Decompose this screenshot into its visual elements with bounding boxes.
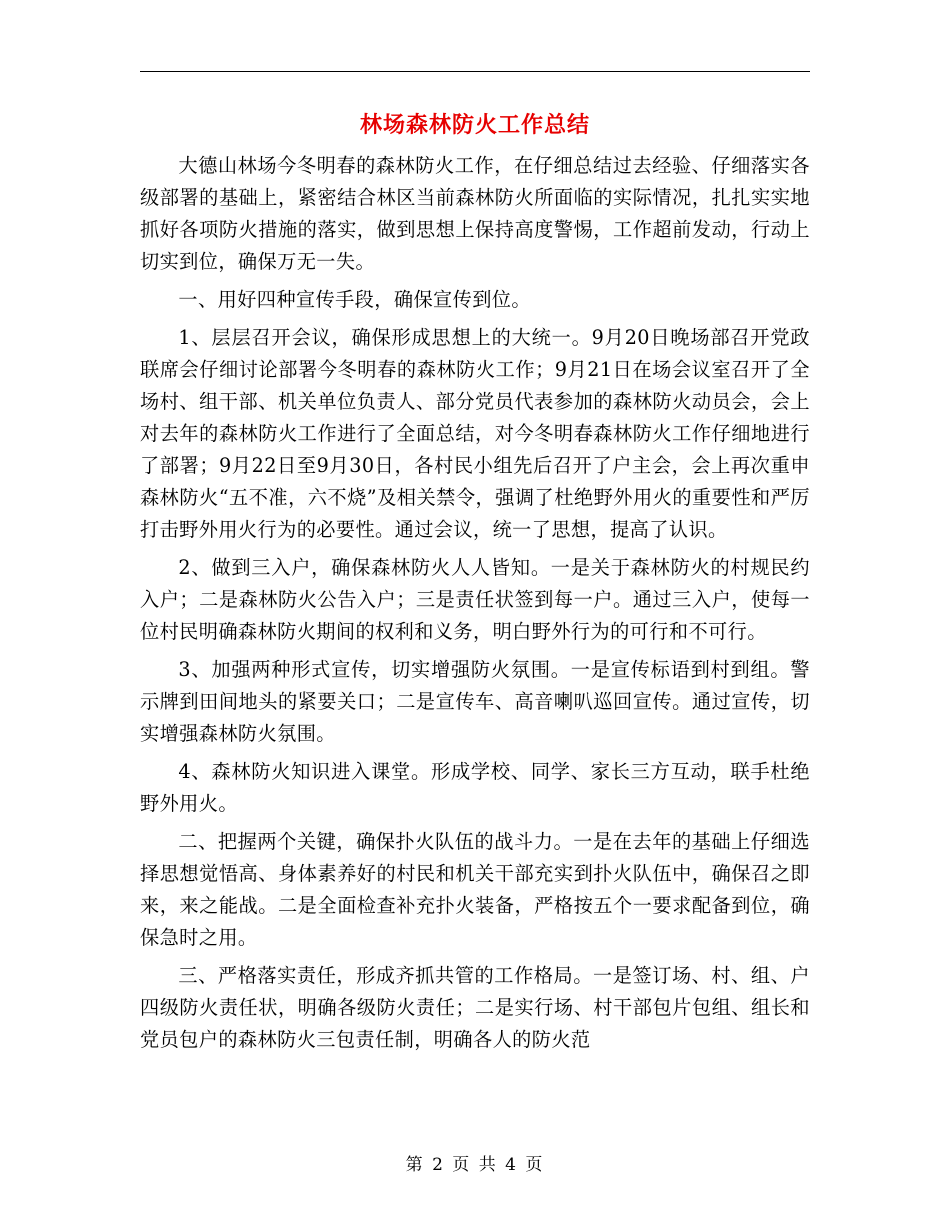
- paragraph-section-2: 二、把握两个关键，确保扑火队伍的战斗力。一是在去年的基础上仔细选择思想觉悟高、身体素养好的村民和机关干部充实到扑火队伍中，确保召之即来，来之能战。二是全面检查补充扑火装备，严格按五个一要求配备到位，确保急时之用。: [140, 830, 810, 949]
- footer-current-page: 2: [432, 1155, 445, 1175]
- footer-suffix: 页: [525, 1155, 545, 1175]
- footer-prefix: 第: [405, 1155, 425, 1175]
- document-title: 林场森林防火工作总结: [359, 113, 590, 138]
- footer-total-word: 共: [478, 1155, 498, 1175]
- paragraph-item-4: 4、森林防火知识进入课堂。形成学校、同学、家长三方互动，联手杜绝野外用火。: [140, 760, 810, 815]
- header-rule: [140, 71, 810, 72]
- document-body: [140, 150, 810, 1062]
- paragraph-intro: 大德山林场今冬明春的森林防火工作，在仔细总结过去经验、仔细落实各级部署的基础上，紧密结合林区当前森林防火所面临的实际情况，扎扎实实地抓好各项防火措施的落实，做到思想上保持高度警惕，工作超前发动，行动上切实到位，确保万无一失。: [140, 154, 810, 273]
- paragraph-item-1: 1、层层召开会议，确保形成思想上的大统一。9月20日晚场部召开党政联席会仔细讨论部署今冬明春的森林防火工作；9月21日在场会议室召开了全场村、组干部、机关单位负责人、部分党员代表参加的森林防火动员会，会上对去年的森林防火工作进行了全面总结，对今冬明春森林防火工作仔细地进行了部署；9月22日至9月30日，各村民小组先后召开了户主会，会上再次重申森林防火“五不准，六不烧”及相关禁令，强调了杜绝野外用火的重要性和严厉打击野外用火行为的必要性。通过会议，统一了思想，提高了认识。: [140, 326, 810, 541]
- footer-page-word: 页: [452, 1155, 472, 1175]
- page-footer: [140, 1153, 810, 1177]
- paragraph-section-1-heading: 一、用好四种宣传手段，确保宣传到位。: [178, 288, 531, 311]
- footer-total-pages: 4: [505, 1155, 518, 1175]
- paragraph-item-3: 3、加强两种形式宣传，切实增强防火氛围。一是宣传标语到村到组。警示牌到田间地头的紧要关口；二是宣传车、高音喇叭巡回宣传。通过宣传，切实增强森林防火氛围。: [140, 658, 810, 745]
- paragraph-item-2: 2、做到三入户，确保森林防火人人皆知。一是关于森林防火的村规民约入户；二是森林防火公告入户；三是责任状签到每一户。通过三入户，使每一位村民明确森林防火期间的权利和义务，明白野外行为的可行和不可行。: [140, 556, 810, 643]
- paragraph-section-3: 三、严格落实责任，形成齐抓共管的工作格局。一是签订场、村、组、户四级防火责任状，明确各级防火责任；二是实行场、村干部包片包组、组长和党员包户的森林防火三包责任制，明确各人的防火范: [140, 964, 810, 1051]
